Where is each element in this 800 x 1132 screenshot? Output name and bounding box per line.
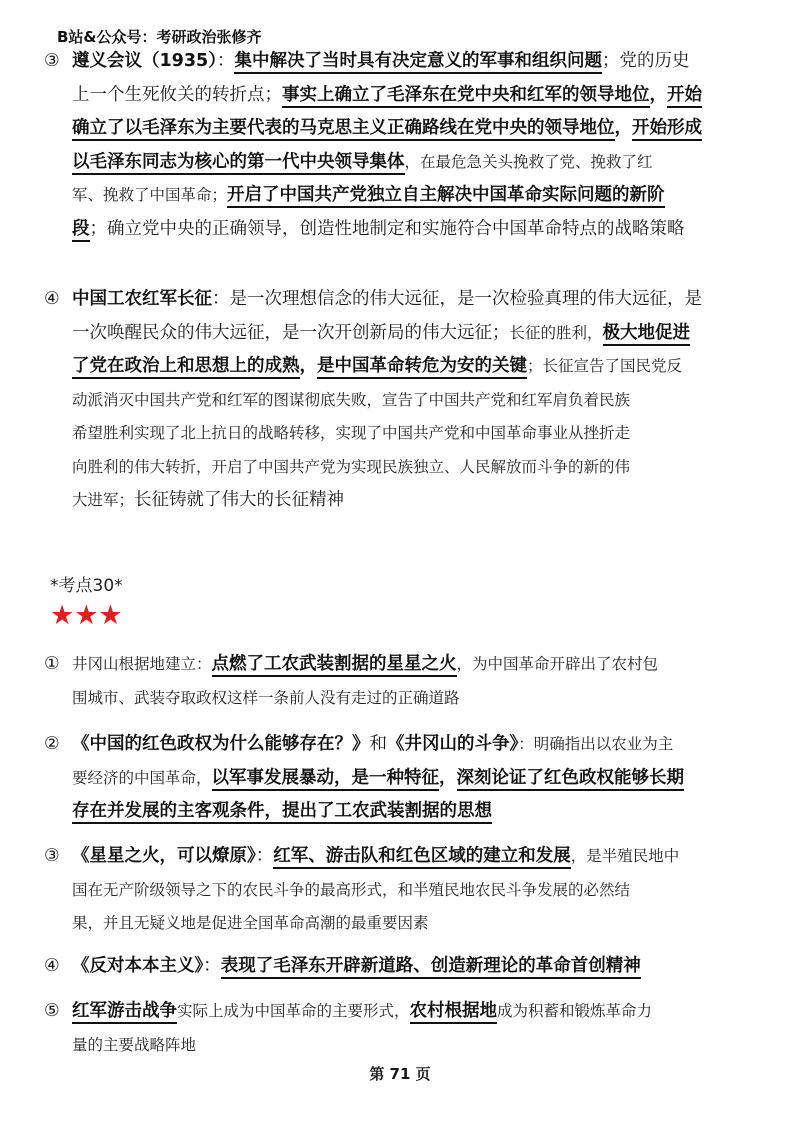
star-rating-icon: ★★★ bbox=[50, 600, 123, 631]
zunyi-meeting-item: ③ 遵义会议（1935）：集中解决了当时具有决定意义的军事和组织问题；党的历史 上一个生死攸关的转折点；事实上确立了毛泽东在党中央和红军的领导地位，开始 确立了以毛泽东为主要代表的马克思主义正确路线在党中央的领导地位，开始形成 以毛泽东同志为核心的第一代中央领导集体，在最危急关头挽救了党、挽救了红 军、挽救了中国革命；开启了中国共产党独立自主解决中国革命实际问题的新阶 段；确立党中央的正确领导，创造性地制定和实施符合中国革命特点的战略策略 bbox=[44, 45, 764, 246]
item-number: ② bbox=[44, 734, 60, 754]
long-march-item: ④ 中国工农红军长征：是一次理想信念的伟大远征，是一次检验真理的伟大远征，是 一次唤醒民众的伟大远征，是一次开创新局的伟大远征；长征的胜利，极大地促进 了党在政治上和思想上的成熟，是中国革命转危为安的关键；长征宣告了国民党反 动派消灭中国共产党和红军的图谋彻底失败，宣告了中国共产党和红军肩负着民族 希望胜利实现了北上抗日的战略转移，实现了中国共产党和中国革命事业从挫折走 向胜利的伟大转折，开启了中国共产党为实现民族独立、人民解放而斗争的新的伟 大进军；长征铸就了伟大的长征精神 bbox=[44, 283, 764, 518]
red-regime-item: ② 《中国的红色政权为什么能够存在？》和《井冈山的斗争》：明确指出以农业为主 要经济的中国革命，以军事发展暴动，是一种特征，深刻论证了红色政权能够长期 存在并发展的主客观条件，提出了工农武装割据的思想 bbox=[44, 728, 764, 829]
page-header: B站&公众号：考研政治张修齐 bbox=[57, 28, 262, 46]
page-number: 第 71 页 bbox=[369, 1065, 431, 1083]
item-number: ③ bbox=[44, 51, 60, 71]
item-number: ⑤ bbox=[44, 1001, 60, 1021]
anti-bookism-item: ④ 《反对本本主义》：表现了毛泽东开辟新道路、创造新理论的革命首创精神 bbox=[44, 950, 764, 984]
item-number: ④ bbox=[44, 289, 60, 309]
item-number: ④ bbox=[44, 956, 60, 976]
single-spark-item: ③ 《星星之火，可以燎原》：红军、游击队和红色区域的建立和发展，是半殖民地中 国在无产阶级领导之下的农民斗争的最高形式，和半殖民地农民斗争发展的必然结 果，并且无疑义地是促进全国革命高潮的最重要因素 bbox=[44, 840, 764, 941]
kaodian-label: *考点30* bbox=[50, 576, 123, 596]
jinggangshan-item: ① 井冈山根据地建立：点燃了工农武装割据的星星之火，为中国革命开辟出了农村包 围城市、武装夺取政权这样一条前人没有走过的正确道路 bbox=[44, 648, 764, 715]
item-number: ③ bbox=[44, 846, 60, 866]
item-number: ① bbox=[44, 654, 60, 674]
guerrilla-war-item: ⑤ 红军游击战争实际上成为中国革命的主要形式，农村根据地成为积蓄和锻炼革命力 量的主要战略阵地 bbox=[44, 995, 764, 1062]
